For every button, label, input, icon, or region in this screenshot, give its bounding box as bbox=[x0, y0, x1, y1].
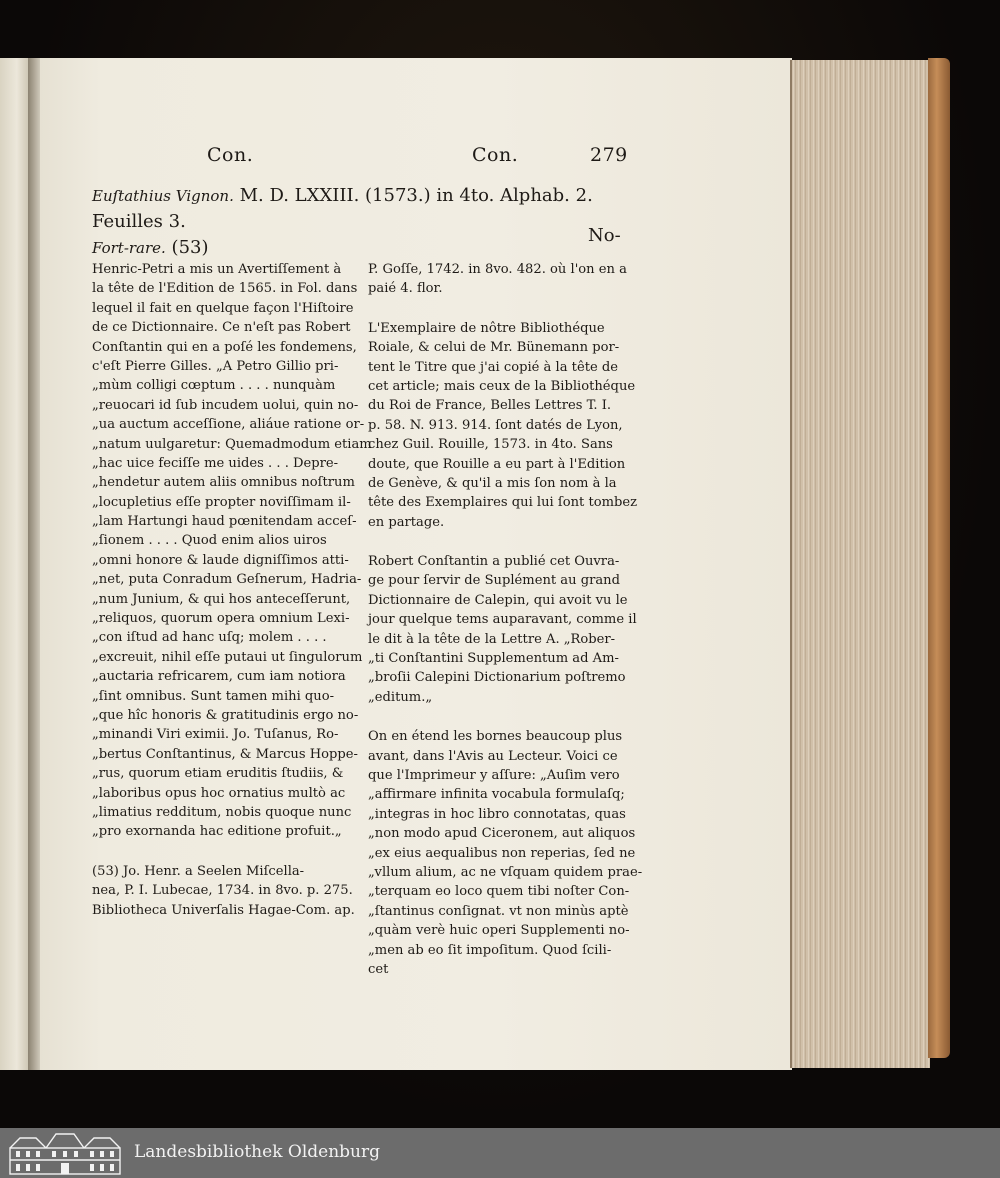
text-line: „quàm verè huic operi Supplementi no- bbox=[368, 923, 630, 939]
text-line: chez Guil. Rouille, 1573. in 4to. Sans bbox=[368, 437, 613, 453]
library-building-icon bbox=[6, 1130, 124, 1176]
text-line: „reliquos, quorum opera omnium Lexi- bbox=[92, 611, 350, 627]
text-line: „auctaria refricarem, cum iam notiora bbox=[92, 669, 346, 685]
running-head-center: Con. bbox=[472, 144, 519, 166]
text-line: „ex eius aequalibus non reperias, ſed ne bbox=[368, 845, 636, 861]
text-line: cet bbox=[368, 961, 389, 977]
text-line: „ſionem . . . . Quod enim alios uiros bbox=[92, 533, 327, 549]
text-line: „pro exornanda hac editione profuit.„ bbox=[92, 824, 342, 840]
text-line: la tête de l'Edition de 1565. in Fol. dans bbox=[92, 281, 358, 297]
text-line: „men ab eo ſit impoſitum. Quod ſcili- bbox=[368, 942, 612, 958]
text-line: Bibliotheca Univerſalis Hagae-Com. ap. bbox=[92, 902, 355, 918]
text-line: de Genève, & qu'il a mis ſon nom à la bbox=[368, 475, 617, 491]
library-name: Landesbibliothek Oldenburg bbox=[134, 1142, 381, 1162]
text-line: tent le Titre que j'ai copié à la tête de bbox=[368, 359, 618, 375]
heading-footnote-ref: (53) bbox=[165, 237, 209, 258]
text-line: Robert Conſtantin a publié cet Ouvra- bbox=[368, 554, 620, 570]
heading-rarity: Fort-rare. bbox=[92, 239, 166, 257]
text-line: „hendetur autem aliis omnibus noſtrum bbox=[92, 475, 355, 491]
text-line: paié 4. flor. bbox=[368, 281, 443, 297]
entry-heading bbox=[92, 183, 622, 261]
text-line: „editum.„ bbox=[368, 689, 433, 705]
text-line: nea, P. I. Lubecae, 1734. in 8vo. p. 275. bbox=[92, 883, 353, 899]
heading-title: M. D. LXXIII. (1573.) in 4to. Alphab. 2. Feuilles 3. bbox=[92, 185, 593, 232]
text-line: doute, que Rouille a eu part à l'Edition bbox=[368, 456, 626, 472]
text-line: Dictionnaire de Calepin, qui avoit vu le bbox=[368, 592, 628, 608]
text-line: le dit à la tête de la Lettre A. „Rober- bbox=[368, 631, 616, 647]
text-line: „lam Hartungi haud pœnitendam acceſ- bbox=[92, 514, 357, 530]
left-column bbox=[92, 260, 372, 920]
text-line: „ſtantinus conſignat. vt non minùs aptè bbox=[368, 903, 629, 919]
text-line bbox=[368, 299, 622, 319]
text-line: ge pour ſervir de Suplément au grand bbox=[368, 573, 620, 589]
page-number: 279 bbox=[590, 144, 628, 166]
text-line: Henric-Petri a mis un Avertiſſement à bbox=[92, 262, 342, 277]
text-line: tête des Exemplaires qui lui ſont tombez bbox=[368, 495, 638, 511]
text-line: „laboribus opus hoc ornatius multò ac bbox=[92, 785, 346, 801]
text-line: „vllum alium, ac ne vſquam quidem prae- bbox=[368, 864, 643, 880]
text-line: „ſint omnibus. Sunt tamen mihi quo- bbox=[92, 688, 335, 704]
text-line: „hac uice feciſſe me uides . . . Depre- bbox=[92, 455, 339, 471]
running-head-left: Con. bbox=[207, 144, 254, 166]
catchword: No- bbox=[588, 225, 621, 246]
text-line: Conſtantin qui en a poſé les fondemens, bbox=[92, 339, 357, 355]
text-line: „num Junium, & qui hos anteceſſerunt, bbox=[92, 591, 351, 607]
text-line: que l'Imprimeur y aſſure: „Auſim vero bbox=[368, 767, 620, 783]
text-line: jour quelque tems auparavant, comme il bbox=[368, 612, 637, 628]
text-line: „reuocari id ſub incudem uolui, quin no- bbox=[92, 397, 359, 413]
text-line: P. Goſſe, 1742. in 8vo. 482. où l'on en a bbox=[368, 262, 627, 277]
text-line: „locupletius eſſe propter noviſſimam il- bbox=[92, 494, 351, 510]
text-line bbox=[368, 707, 622, 727]
text-line: „que hîc honoris & gratitudinis ergo no- bbox=[92, 707, 359, 723]
right-column bbox=[368, 260, 643, 979]
text-line: „non modo apud Ciceronem, aut aliquos bbox=[368, 826, 636, 842]
text-line: c'eſt Pierre Gilles. „A Petro Gillio pri- bbox=[92, 358, 339, 374]
text-line: „ti Conſtantini Supplementum ad Am- bbox=[368, 651, 619, 667]
text-line: L'Exemplaire de nôtre Bibliothéque bbox=[368, 320, 605, 336]
text-line: „bertus Conſtantinus, & Marcus Hoppe- bbox=[92, 746, 358, 762]
text-line: „affirmare infinita vocabula formulaſq; bbox=[368, 787, 625, 803]
text-line: „broſii Calepini Dictionarium poſtremo bbox=[368, 670, 626, 686]
text-line: „terquam eo loco quem tibi noſter Con- bbox=[368, 884, 630, 900]
text-line: du Roi de France, Belles Lettres T. I. bbox=[368, 398, 612, 414]
text-line: On en étend les bornes beaucoup plus bbox=[368, 729, 623, 745]
text-line: en partage. bbox=[368, 514, 445, 530]
text-line: „integras in hoc libro connotatas, quas bbox=[368, 806, 626, 822]
text-line: lequel il fait en quelque façon l'Hiſtoire bbox=[92, 300, 354, 316]
text-line: „natum uulgaretur: Quemadmodum etiam bbox=[92, 436, 372, 452]
text-line: Roiale, & celui de Mr. Bünemann por- bbox=[368, 340, 620, 356]
text-line: „omni honore & laude digniſſimos atti- bbox=[92, 552, 349, 568]
heading-author: Euſtathius Vignon. bbox=[92, 187, 234, 205]
text-line: „excreuit, nihil eſſe putaui ut ſingulorum bbox=[92, 649, 363, 665]
text-line: „net, puta Conradum Geſnerum, Hadria- bbox=[92, 572, 362, 588]
text-line bbox=[368, 532, 622, 552]
text-line: „ua auctum acceſſione, aliáue ratione or- bbox=[92, 417, 365, 433]
text-line: „rus, quorum etiam eruditis ſtudiis, & bbox=[92, 766, 344, 782]
text-line: (53) Jo. Henr. a Seelen Miſcella- bbox=[92, 863, 305, 879]
text-line: „limatius redditum, nobis quoque nunc bbox=[92, 804, 352, 820]
text-line bbox=[92, 842, 350, 862]
text-line: „con iſtud ad hanc uſq; molem . . . . bbox=[92, 630, 327, 646]
text-line: avant, dans l'Avis au Lecteur. Voici ce bbox=[368, 748, 618, 764]
text-line: „minandi Viri eximii. Jo. Tuſanus, Ro- bbox=[92, 727, 339, 743]
text-line: de ce Dictionnaire. Ce n'eſt pas Robert bbox=[92, 320, 351, 336]
text-line: cet article; mais ceux de la Bibliothéque bbox=[368, 378, 636, 394]
text-line: „mùm colligi cœptum . . . . nunquàm bbox=[92, 378, 336, 394]
text-line: p. 58. N. 913. 914. ſont datés de Lyon, bbox=[368, 417, 623, 433]
